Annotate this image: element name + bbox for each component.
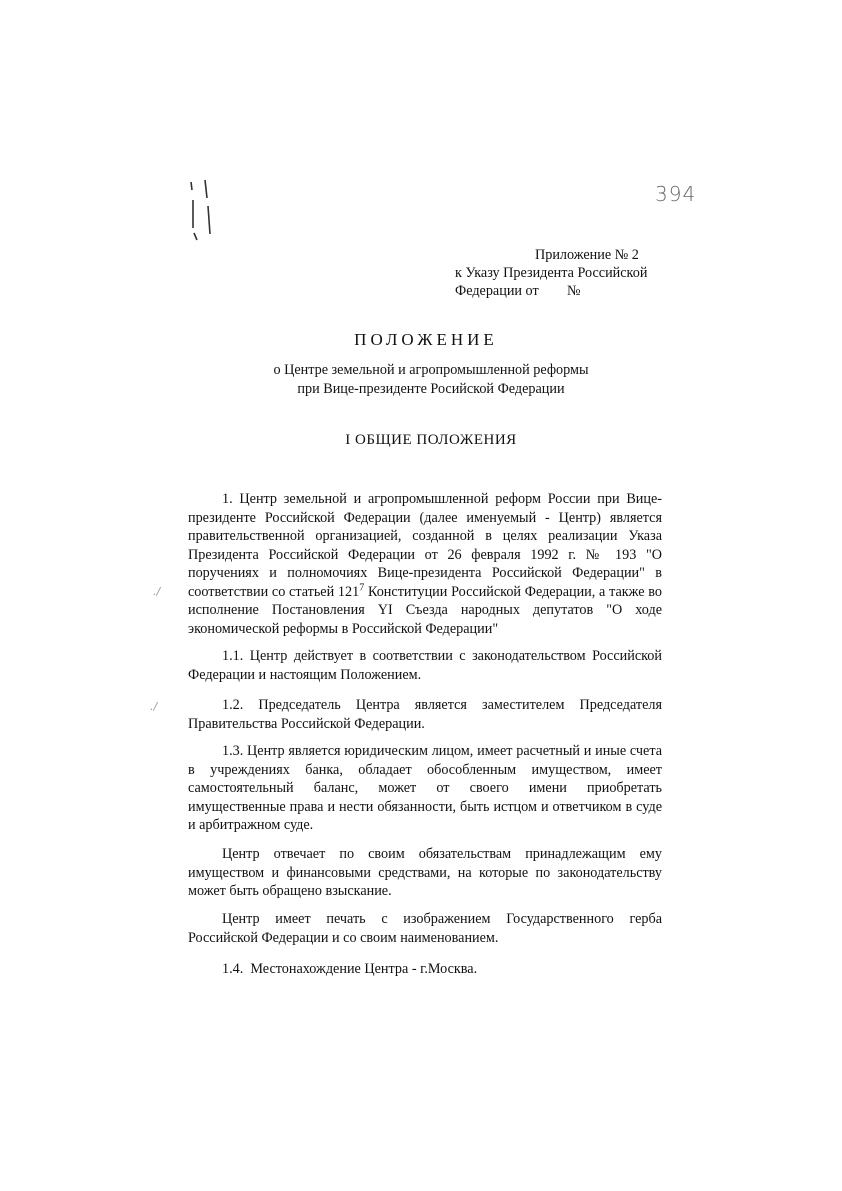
paragraph-1-text-b: Конституции Российской Федерации, а также во исполнение Постановления YI Съезда народных депутатов "О ходе экономической реформы в Российской Федерации" [188,583,662,637]
paragraph-1-1: 1.1. Центр действует в соответствии с законодательством Российской Федерации и настоящим Положением. [188,648,662,683]
paragraph-seal: Центр имеет печать с изображением Государственного герба Российской Федерации и со своим наименованием. [188,911,662,946]
paragraph-1-2: 1.2. Председатель Центра является заместителем Председателя Правительства Российской Федерации. [188,697,662,732]
paragraph-1-text-a: 1. Центр земельной и агропромышленной реформ России при Вице-президенте Российской Федерации (далее именуемый - Центр) является правительственной организацией, созданной в целях реализации Указа Президента Российской Федерации от 26 февраля 1992 г. № 193 "О поручениях и полномочиях Вице-президента Российской Федерации" в соответствии со статьей 121 [188,491,662,600]
paragraph-1 [188,490,662,638]
paragraph-liability: Центр отвечает по своим обязательствам принадлежащим ему имуществом и финансовыми средствами, на которые по законодательству может быть обращено взыскание. [188,846,662,899]
paragraph-1-4: 1.4. Местонахождение Центра - г.Москва. [222,961,478,977]
annex-line-2: к Указу Президента Российской [455,265,648,281]
paragraph-1-superscript: 7 [359,581,365,593]
margin-check-mark-2: ./ [150,700,158,713]
page-number-handwritten: 394 [655,182,697,206]
document-subtitle [0,361,842,399]
margin-check-mark-1: ./ [153,585,161,598]
annex-block [455,246,647,300]
handwritten-stroke-mark [185,178,225,246]
section-heading: I ОБЩИЕ ПОЛОЖЕНИЯ [345,432,517,448]
paragraph-1-3: 1.3. Центр является юридическим лицом, имеет расчетный и иные счета в учреждениях банка, обладает обособленным имуществом, имеет самостоятельный баланс, может от своего имени приобретать имущественные права и нести обязанности, быть истцом и ответчиком в суде и арбитражном суде. [188,743,662,833]
document-title: ПОЛОЖЕНИЕ [354,330,498,349]
subtitle-line-2: при Вице-президенте Росийской Федерации [297,381,565,397]
annex-line-1: Приложение № 2 [535,247,639,263]
annex-line-3: Федерации от № [455,283,581,299]
subtitle-line-1: о Центре земельной и агропромышленной реформы [273,362,589,378]
